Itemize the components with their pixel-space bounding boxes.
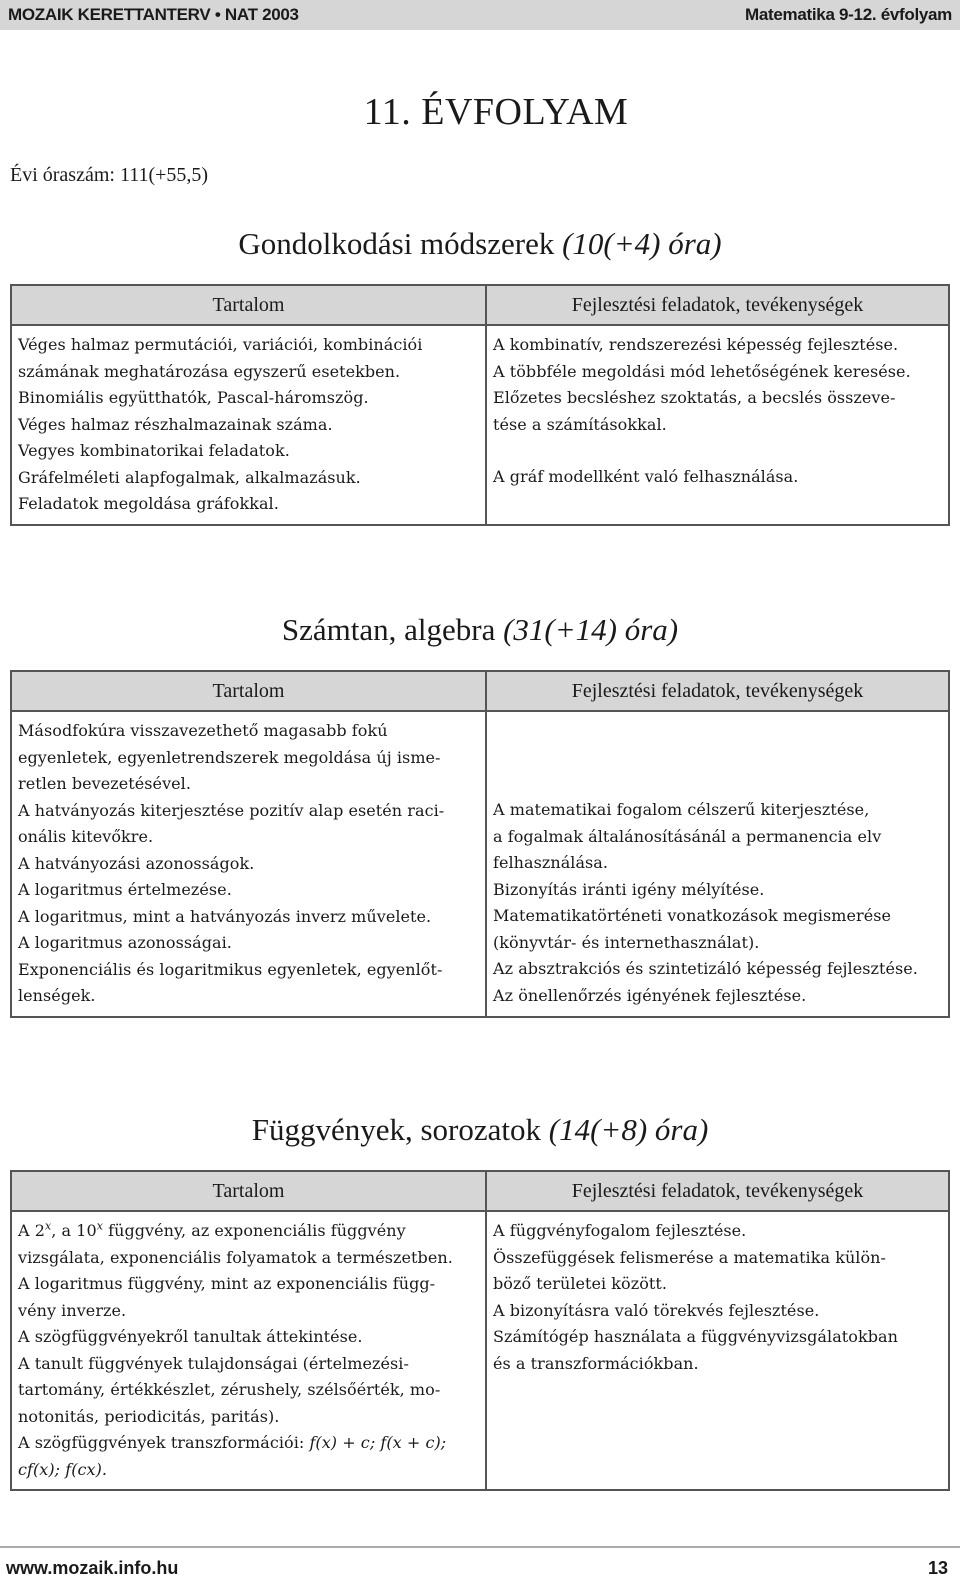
content-line: A szögfüggvényekről tanultak áttekintése.: [18, 1327, 363, 1346]
content-line: A logaritmus értelmezése.: [18, 880, 232, 899]
content-line: A hatványozás kiterjesztése pozitív alap esetén raci-: [18, 800, 445, 820]
content-line: A logaritmus függvény, mint az exponenciális függ-: [18, 1274, 436, 1293]
development-line: Matematikatörténeti vonatkozások megismerése: [493, 906, 892, 925]
development-line: A többféle megoldási mód lehetőségének keresése.: [493, 361, 911, 381]
content-line: egyenletek, egyenletrendszerek megoldása új isme-: [18, 747, 441, 767]
development-line: és a transzformációkban.: [493, 1353, 699, 1373]
content-line: Feladatok megoldása gráfokkal.: [18, 494, 279, 513]
development-cell: [486, 1211, 949, 1490]
header-series-title: MOZAIK KERETTANTERV • NAT 2003: [8, 5, 299, 24]
development-line: A kombinatív, rendszerezési képesség fejlesztése.: [493, 335, 899, 354]
content-cell: [11, 1211, 486, 1490]
column-header-content: Tartalom: [11, 1171, 486, 1211]
content-line: retlen bevezetésével.: [18, 774, 191, 793]
footer-website-link[interactable]: www.mozaik.info.hu: [6, 1557, 179, 1578]
section-table-gondolkodasi: [10, 284, 950, 526]
page-header-bar: [0, 0, 960, 30]
content-line: A logaritmus, mint a hatványozás inverz művelete.: [18, 906, 432, 926]
content-line: Binomiális együtthatók, Pascal-háromszög.: [18, 388, 369, 407]
content-line: A logaritmus azonosságai.: [18, 933, 232, 952]
page-number: 13: [927, 1557, 948, 1578]
content-line: Másodfokúra visszavezethető magasabb fokú: [18, 721, 388, 740]
column-header-content: Tartalom: [11, 285, 486, 325]
content-line: számának meghatározása egyszerű esetekben.: [18, 361, 401, 381]
development-line: Az önellenőrzés igényének fejlesztése.: [493, 985, 807, 1005]
development-line: A bizonyításra való törekvés fejlesztése.: [493, 1300, 820, 1320]
development-line: tése a számításokkal.: [493, 414, 667, 434]
header-subject: Matematika 9-12. évfolyam: [745, 5, 952, 24]
column-header-development: Fejlesztési feladatok, tevékenységek: [486, 671, 949, 711]
content-line: Vegyes kombinatorikai feladatok.: [18, 441, 290, 460]
section-title-gondolkodasi: Gondolkodási módszerek (10(+4) óra): [238, 226, 722, 261]
content-line: cf(x); f(cx).: [18, 1459, 107, 1479]
development-cell: [486, 325, 949, 525]
annual-hours: Évi óraszám: 111(+55,5): [10, 164, 209, 186]
development-line: Az absztrakciós és szintetizáló képesség fejlesztése.: [493, 959, 918, 978]
development-spacer: [493, 718, 942, 797]
development-line: A matematikai fogalom célszerű kiterjesztése,: [493, 800, 870, 819]
column-header-development: Fejlesztési feladatok, tevékenységek: [486, 1171, 949, 1211]
column-header-development: Fejlesztési feladatok, tevékenységek: [486, 285, 949, 325]
content-line: Véges halmaz permutációi, variációi, kombinációi: [18, 335, 423, 354]
content-line: vény inverze.: [18, 1300, 127, 1320]
content-cell: [11, 711, 486, 1017]
section-table-fuggvenyek: [10, 1170, 950, 1491]
development-line: A gráf modellként való felhasználása.: [493, 467, 799, 486]
page-footer: [0, 1552, 960, 1584]
content-line: tartomány, értékkészlet, zérushely, szélsőérték, mo-: [18, 1380, 441, 1399]
development-cell: [486, 711, 949, 1017]
development-line: A függvényfogalom fejlesztése.: [493, 1221, 747, 1240]
development-line: böző területei között.: [493, 1274, 667, 1293]
content-line: onális kitevőkre.: [18, 827, 154, 846]
content-line: A hatványozási azonosságok.: [18, 853, 255, 873]
content-cell: [11, 325, 486, 525]
development-line: (könyvtár- és internethasználat).: [493, 932, 760, 952]
content-line: vizsgálata, exponenciális folyamatok a természetben.: [18, 1247, 453, 1267]
content-line: A szögfüggvények transzformációi: f(x) + c; f(x + c);: [18, 1433, 447, 1452]
section-table-szamtan: [10, 670, 950, 1018]
development-line: Bizonyítás iránti igény mélyítése.: [493, 879, 765, 899]
footer-divider: [0, 1546, 960, 1548]
development-line: a fogalmak általánosításánál a permanencia elv: [493, 826, 882, 846]
section-title-fuggvenyek: Függvények, sorozatok (14(+8) óra): [251, 1112, 709, 1147]
content-line: A 2$^x$, a 10$^x$ függvény, az exponenciális függvény: [18, 1219, 406, 1240]
grade-title: 11. ÉVFOLYAM: [363, 91, 629, 133]
content-line: Gráfelméleti alapfogalmak, alkalmazásuk.: [18, 467, 361, 487]
column-header-content: Tartalom: [11, 671, 486, 711]
development-line: Számítógép használata a függvényvizsgálatokban: [493, 1327, 898, 1346]
development-line: Előzetes becsléshez szoktatás, a becslés összeve-: [493, 388, 896, 407]
content-line: lenségek.: [18, 986, 96, 1005]
content-line: A tanult függvények tulajdonságai (értelmezési-: [18, 1353, 409, 1373]
development-line: Összefüggések felismerése a matematika külön-: [493, 1247, 886, 1267]
content-line: notonitás, periodicitás, paritás).: [18, 1406, 280, 1426]
development-line: felhasználása.: [493, 853, 609, 872]
content-line: Exponenciális és logaritmikus egyenletek, egyenlőt-: [18, 959, 443, 979]
content-line: Véges halmaz részhalmazainak száma.: [18, 414, 333, 434]
section-title-szamtan: Számtan, algebra (31(+14) óra): [281, 612, 679, 647]
development-line: [493, 438, 942, 464]
